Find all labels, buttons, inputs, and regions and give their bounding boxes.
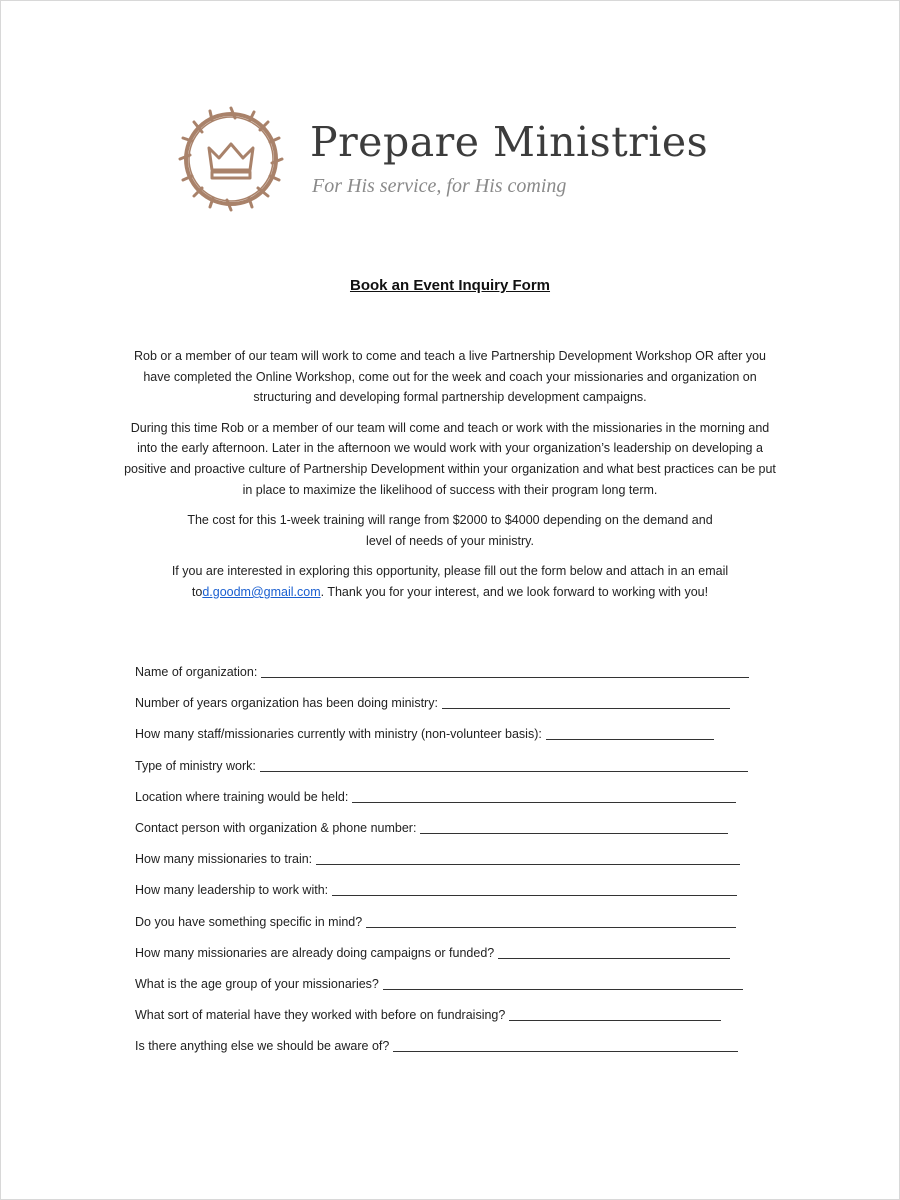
field-input[interactable] [393, 1039, 738, 1052]
crown-in-thorns-icon [172, 100, 290, 218]
inquiry-fields [135, 665, 775, 1070]
form-title: Book an Event Inquiry Form [349, 277, 551, 294]
contact-text: If you are interested in exploring this opportunity, please fill out the form below and attach in an email to [171, 564, 729, 599]
field-label: How many missionaries to train: [135, 852, 313, 867]
contact-text-end: . Thank you for your interest, and we look forward to working with you! [320, 584, 709, 599]
field-row [135, 977, 775, 1008]
field-input[interactable] [316, 852, 740, 865]
field-input[interactable] [509, 1008, 721, 1021]
field-row [135, 1039, 775, 1070]
field-row [135, 665, 775, 696]
field-label: How many leadership to work with: [135, 883, 329, 898]
field-input[interactable] [383, 977, 743, 990]
field-label: Do you have something specific in mind? [135, 914, 363, 929]
field-label: How many missionaries are already doing campaigns or funded? [135, 945, 495, 960]
field-row [135, 727, 775, 758]
field-row [135, 946, 775, 977]
field-label: Location where training would be held: [135, 789, 349, 804]
field-input[interactable] [420, 821, 728, 834]
intro-paragraph: The cost for this 1-week training will range from $2000 to $4000 depending on the demand and level of needs of your ministry. [187, 513, 713, 548]
field-label: Number of years organization has been doing ministry: [135, 696, 438, 711]
field-input[interactable] [498, 946, 730, 959]
intro-paragraph: During this time Rob or a member of our team will come and teach or work with the missionaries in the morning and into the early afternoon. Later in the afternoon we would work with your organization’s leadership on developing a positive and proactive culture of Partnership Development within your organization and what best practices can be put in place to maximize the likelihood of success with their program long term. [124, 420, 776, 497]
field-label: Contact person with organization & phone number: [135, 820, 417, 835]
field-row [135, 821, 775, 852]
field-label: Type of ministry work: [135, 758, 256, 773]
email-link[interactable]: d.goodm@gmail.com [202, 584, 321, 599]
field-row [135, 790, 775, 821]
intro-text [120, 346, 780, 613]
intro-paragraph: Rob or a member of our team will work to come and teach a live Partnership Development Workshop OR after you have completed the Online Workshop, come out for the week and coach your missionaries and organization on structuring and developing formal partnership development campaigns. [134, 349, 766, 405]
field-input[interactable] [366, 915, 736, 928]
field-input[interactable] [332, 883, 737, 896]
field-label: What sort of material have they worked with before on fundraising? [135, 1008, 506, 1023]
field-input[interactable] [442, 696, 730, 709]
field-input[interactable] [352, 790, 736, 803]
field-row [135, 759, 775, 790]
field-input[interactable] [546, 727, 714, 740]
letterhead [172, 100, 772, 220]
field-row [135, 852, 775, 883]
brand-tagline: For His service, for His coming [312, 175, 567, 197]
field-row [135, 915, 775, 946]
field-label: What is the age group of your missionaries? [135, 976, 379, 991]
brand-name: Prepare Ministries [310, 118, 709, 166]
field-label: Is there anything else we should be aware of? [135, 1039, 390, 1054]
field-row [135, 1008, 775, 1039]
field-label: How many staff/missionaries currently with ministry (non-volunteer basis): [135, 727, 542, 742]
field-input[interactable] [260, 759, 748, 772]
field-row [135, 696, 775, 727]
field-label: Name of organization: [135, 665, 258, 679]
field-input[interactable] [261, 665, 749, 678]
field-row [135, 883, 775, 914]
intro-paragraph-contact [120, 561, 780, 602]
